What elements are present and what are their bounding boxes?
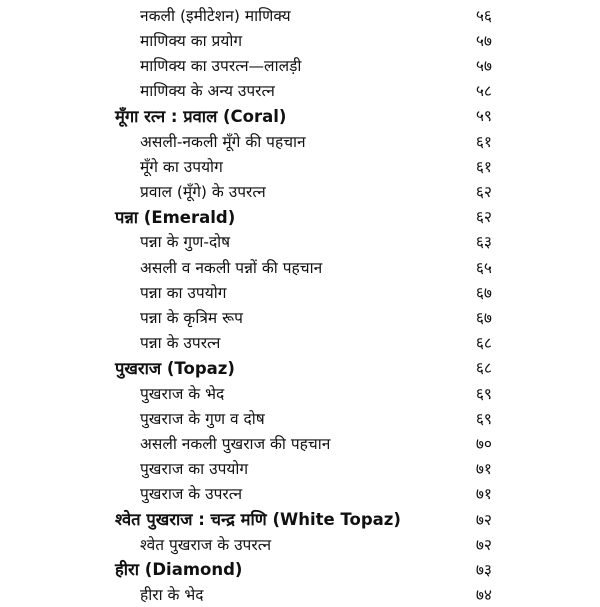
- toc-entry-page: ६७: [475, 308, 492, 327]
- toc-entry-title: असली नकली पुखराज की पहचान: [140, 434, 331, 453]
- toc-entry-title: माणिक्य के अन्य उपरत्न: [140, 82, 275, 101]
- toc-entry-title: माणिक्य का प्रयोग: [140, 31, 243, 50]
- toc-entry: [0, 52, 600, 77]
- toc-section-heading: [0, 556, 600, 581]
- toc-entry-page: ६८: [475, 334, 492, 353]
- toc-entry-title: पन्ना के उपरत्न: [140, 334, 221, 353]
- toc-entry-page: ६३: [475, 233, 492, 252]
- toc-entry-title: नकली (इमीटेशन) माणिक्य: [140, 6, 291, 25]
- toc-entry-page: ६९: [475, 409, 492, 428]
- toc-entry-page: ५७: [475, 31, 492, 50]
- toc-entry-title: पन्ना का उपयोग: [140, 283, 227, 302]
- toc-entry-title: पुखराज के उपरत्न: [140, 485, 243, 504]
- toc-entry: [0, 279, 600, 304]
- toc-entry-title: पन्ना के कृत्रिम रूप: [140, 308, 243, 327]
- toc-section-page: ५९: [475, 107, 492, 126]
- toc-section-heading: [0, 355, 600, 380]
- toc-section-title: श्वेत पुखराज : चन्द्र मणि (White Topaz): [115, 510, 401, 529]
- toc-entry: [0, 178, 600, 203]
- toc-entry-title: हीरा के भेद: [140, 586, 204, 605]
- toc-entry-page: ५७: [475, 56, 492, 75]
- toc-section-heading: [0, 506, 600, 531]
- toc-section-page: ६२: [475, 208, 492, 227]
- toc-section-page: ६८: [475, 359, 492, 378]
- toc-entry-page: ५८: [475, 82, 492, 101]
- toc-section-page: ७२: [475, 510, 492, 529]
- toc-entry-title: मूँगे का उपयोग: [140, 157, 223, 176]
- toc-entry-title: श्वेत पुखराज के उपरत्न: [140, 535, 272, 554]
- toc-entry-page: ५६: [475, 6, 492, 25]
- toc-entry: [0, 380, 600, 405]
- toc-entry-page: ७१: [475, 485, 492, 504]
- toc-entry-title: असली व नकली पन्नों की पहचान: [140, 258, 323, 277]
- toc-entry: [0, 254, 600, 279]
- toc-entry: [0, 330, 600, 355]
- toc-entry-page: ६१: [475, 132, 492, 151]
- toc-entry-title: पन्ना के गुण-दोष: [140, 233, 231, 252]
- toc-entry-page: ६७: [475, 283, 492, 302]
- toc-section-title: पुखराज (Topaz): [115, 358, 235, 378]
- toc-entry: [0, 2, 600, 27]
- toc-section-title: पन्ना (Emerald): [115, 207, 236, 227]
- toc-entry-title: माणिक्य का उपरत्न—लालड़ी: [140, 56, 302, 75]
- toc-entry: [0, 27, 600, 52]
- toc-entry-page: ६२: [475, 182, 492, 201]
- toc-entry-page: ६९: [475, 384, 492, 403]
- toc-section-title: हीरा (Diamond): [115, 560, 243, 580]
- toc-section-title: मूँगा रत्न : प्रवाल (Coral): [115, 106, 287, 126]
- toc-section-heading: [0, 204, 600, 229]
- toc-entry: [0, 481, 600, 506]
- toc-entry-page: ६१: [475, 157, 492, 176]
- toc-entry-page: ६५: [475, 258, 492, 277]
- toc-section-page: ७३: [475, 560, 492, 579]
- toc-entry: [0, 78, 600, 103]
- toc-section-heading: [0, 103, 600, 128]
- toc-entry: [0, 405, 600, 430]
- toc-entry-page: ७१: [475, 460, 492, 479]
- toc-entry: [0, 128, 600, 153]
- toc-entry-title: पुखराज के गुण व दोष: [140, 409, 265, 428]
- toc-entry: [0, 304, 600, 329]
- toc-entry-title: पुखराज के भेद: [140, 384, 225, 403]
- toc-entry-page: ७०: [475, 434, 492, 453]
- toc-entry: [0, 430, 600, 455]
- toc-entry: [0, 531, 600, 556]
- toc-entry-title: असली-नकली मूँगे की पहचान: [140, 132, 306, 151]
- toc-entry: [0, 229, 600, 254]
- toc-entry-page: ७४: [475, 586, 492, 605]
- toc-entry: [0, 456, 600, 481]
- toc-entry-title: प्रवाल (मूँगे) के उपरत्न: [140, 182, 266, 201]
- toc-entry-title: पुखराज का उपयोग: [140, 460, 249, 479]
- toc-entry-page: ७२: [475, 535, 492, 554]
- toc-entry: [0, 153, 600, 178]
- toc-entry: [0, 582, 600, 607]
